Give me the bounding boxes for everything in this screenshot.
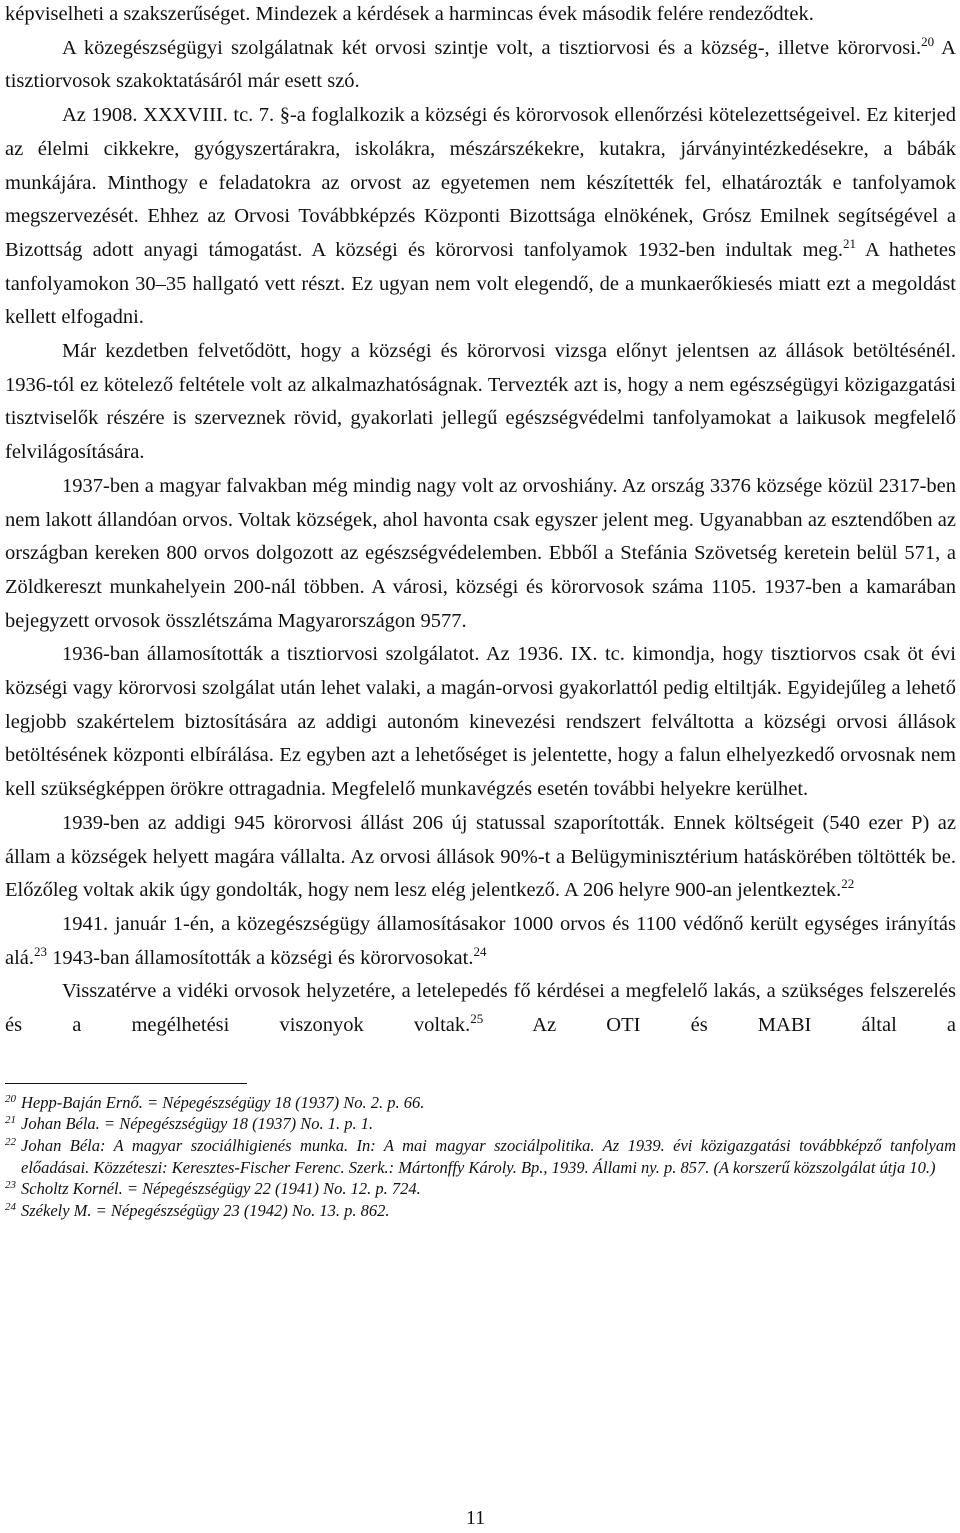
paragraph-text: Az 1908. XXXVIII. tc. 7. §-a foglalkozik a községi és körorvosok ellenőrzési kötelezettségeivel. Ez kiterjed az élelmi cikkekre, gyógyszertárakra, iskolákra, mészárszékekre, kutakra, járványintézkedésekre, a bábák munkájára. Minthogy e feladatokra az orvost az egyetemen nem készítették fel, elhatározták e tanfolyamok megszervezését. Ehhez az Orvosi Továbbképzés Központi Bizottsága elnökének, Grósz Emilnek segítségével a Bizottság adott anyagi támogatást. A községi és körorvosi tanfolyamok 1932-ben indultak meg. bbox=[5, 104, 956, 261]
paragraph-text: 1939-ben az addigi 945 körorvosi állást 206 új statussal szaporították. Ennek költségeit (540 ezer P) az állam a községek helyett magára vállalta. Az orvosi állások 90%-t a Belügyminisztérium hatáskörében töltötték be. Előzőleg voltak akik úgy gondolták, hogy nem lesz elég jelentkező. A 206 helyre 900-an jelentkeztek. bbox=[5, 811, 956, 902]
paragraph-text: 1937-ben a magyar falvakban még mindig nagy volt az orvoshiány. Az ország 3376 községe közül 2317-ben nem lakott állandóan orvos. Voltak községek, ahol havonta csak egyszer jelent meg. Ugyanabban az esztendőben az országban kereken 800 orvos dolgozott az egészségvédelemben. Ebből a Stefánia Szövetség keretein belül 571, a Zöldkereszt munkahelyein 200-nál többen. A városi, községi és körorvosok száma 1105. 1937-ben a kamarában bejegyzett orvosok összlétszáma Magyarországon 9577. bbox=[5, 474, 956, 632]
body-text bbox=[5, 0, 956, 1043]
footnote-text: Johan Béla. = Népegészségügy 18 (1937) No. 1. p. 1. bbox=[21, 1114, 374, 1134]
paragraph bbox=[5, 470, 956, 639]
paragraph-text: A tisztiorvosok szakoktatásáról már esett szó. bbox=[5, 36, 956, 93]
paragraph bbox=[5, 0, 956, 32]
footnote-divider bbox=[5, 1083, 247, 1084]
document-page bbox=[5, 0, 956, 1221]
paragraph-text: Visszatérve a vidéki orvosok helyzetére, a letelepedés fő kérdései a megfelelő lakás, a szükséges felszerelés és a megélhetési viszonyok voltak. bbox=[5, 980, 956, 1037]
paragraph-text: Már kezdetben felvetődött, hogy a községi és körorvosi vizsga előnyt jelentsen az állások betöltésénél. 1936-tól ez kötelező feltétele volt az alkalmazhatóságnak. Tervezték azt is, hogy a nem egészségügyi közigazgatási tisztviselők részére is szerveznek rövid, gyakorlati jellegű egészségvédelmi tanfolyamokat a laikusok megfelelő felvilágosítására. bbox=[5, 340, 956, 464]
footnote-text: Székely M. = Népegészségügy 23 (1942) No. 13. p. 862. bbox=[21, 1200, 390, 1220]
paragraph bbox=[5, 975, 956, 1042]
footnote-text: Scholtz Kornél. = Népegészségügy 22 (1941) No. 12. p. 724. bbox=[21, 1179, 421, 1199]
footnote-reference: 22 bbox=[841, 876, 855, 892]
footnote: $^{24}$ Székely M. = Népegészségügy 23 (1942) No. 13. p. 862. bbox=[5, 1200, 390, 1220]
paragraph-text: 1936-ban államosították a tisztiorvosi szolgálatot. Az 1936. IX. tc. kimondja, hogy tisztiorvos csak öt évi községi vagy körorvosi szolgálat után lehet valaki, a magán-orvosi gyakorlattól pedig eltiltják. Egyidejűleg a lehető legjobb szakértelem biztosítására az addigi autonóm kinevezési rendszert felváltotta a községi orvosi állások betöltésének központi elbírálása. Ez egyben azt a lehetőséget is jelentette, hogy a falun elhelyezkedő orvosnak nem kell szükségképpen örökre ottragadnia. Megfelelő munkavégzés esetén további helyekre kerülhet. bbox=[5, 643, 956, 801]
footnote-reference: 25 bbox=[470, 1011, 484, 1027]
paragraph bbox=[5, 908, 956, 975]
paragraph bbox=[5, 638, 956, 807]
paragraph bbox=[5, 99, 956, 335]
footnote: $^{21}$ Johan Béla. = Népegészségügy 18 (1937) No. 1. p. 1. bbox=[5, 1114, 374, 1134]
paragraph-text: A közegészségügyi szolgálatnak két orvosi szintje volt, a tisztiorvosi és a község-, illetve körorvosi. bbox=[62, 36, 922, 59]
footnote-reference: 23 bbox=[34, 943, 48, 959]
paragraph-text: 1941. január 1-én, a közegészségügy államosításakor 1000 orvos és 1100 védőnő került egységes irányítás alá. bbox=[5, 912, 956, 969]
footnote-reference: 21 bbox=[843, 235, 856, 251]
footnote: $^{22}$ Johan Béla: A magyar szociálhigienés munka. In: A mai magyar szociálpolitika. Az 1939. évi közigazgatási továbbképző tanfolyam előadásai. Közzéteszi: Keresztes-Fischer Ferenc. Szerk.: Mártonffy Károly. Bp., 1939. Állami ny. p. 857. (A korszerű közszolgálat útja 10.) bbox=[5, 1135, 956, 1177]
footnote-reference: 20 bbox=[921, 33, 935, 49]
footnote: $^{20}$ Hepp-Baján Ernő. = Népegészségügy 18 (1937) No. 2. p. 66. bbox=[5, 1092, 425, 1112]
paragraph bbox=[5, 335, 956, 470]
page-number: 11 bbox=[465, 1507, 486, 1529]
footnote: $^{23}$ Scholtz Kornél. = Népegészségügy 22 (1941) No. 12. p. 724. bbox=[5, 1179, 421, 1199]
paragraph-text: Az OTI és MABI által a bbox=[483, 1014, 956, 1037]
paragraph-text: 1943-ban államosították a községi és körorvosokat. bbox=[47, 946, 474, 969]
paragraph-text: képviselheti a szakszerűséget. Mindezek a kérdések a harmincas évek második felére rendeződtek. bbox=[5, 3, 814, 25]
footnote-text: Johan Béla: A magyar szociálhigienés munka. In: A mai magyar szociálpolitika. Az 1939. évi közigazgatási továbbképző tanfolyam előadásai. Közzéteszi: Keresztes-Fischer Ferenc. Szerk.: Mártonffy Károly. Bp., 1939. Állami ny. p. 857. (A korszerű közszolgálat útja 10.) bbox=[21, 1135, 956, 1177]
paragraph bbox=[5, 32, 956, 99]
footnote-reference: 24 bbox=[473, 943, 487, 959]
footnotes bbox=[5, 1092, 956, 1222]
paragraph-text: A hathetes tanfolyamokon 30–35 hallgató vett részt. Ez ugyan nem volt elegendő, de a munkaerőkiesés miatt ezt a megoldást kellett elfogadni. bbox=[5, 238, 956, 329]
footnote-text: Hepp-Baján Ernő. = Népegészségügy 18 (1937) No. 2. p. 66. bbox=[21, 1092, 425, 1112]
paragraph bbox=[5, 807, 956, 908]
